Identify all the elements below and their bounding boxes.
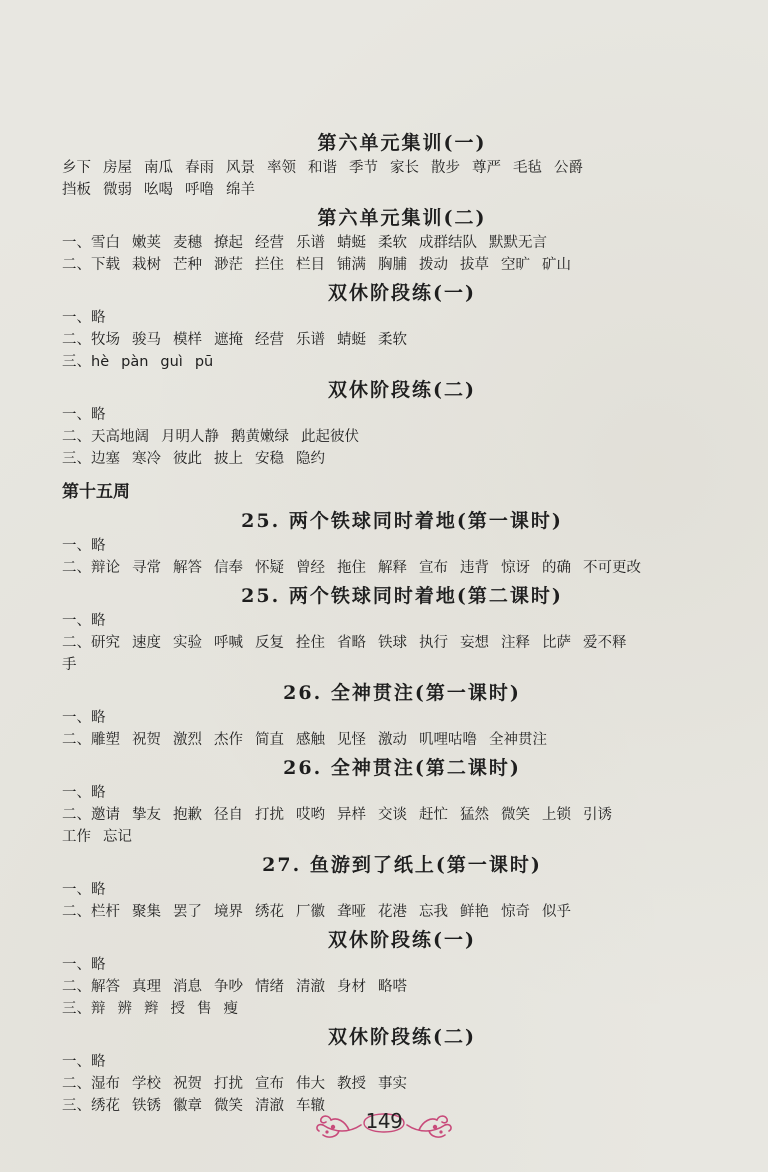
answer-word: 微弱 — [103, 182, 132, 198]
answer-word: 杰作 — [214, 732, 243, 748]
answer-word: 注释 — [501, 635, 530, 651]
answer-line — [62, 404, 742, 426]
answer-word: 事实 — [378, 1076, 407, 1092]
answer-word: 风景 — [226, 160, 255, 176]
answer-line — [62, 901, 742, 923]
answer-word: 瘦 — [223, 1001, 238, 1017]
answer-word: 曾经 — [296, 560, 325, 576]
question-number: 二、 — [62, 332, 91, 348]
question-number: 二、 — [62, 807, 91, 823]
answer-word: 反复 — [255, 635, 284, 651]
answer-word: 蜻蜓 — [337, 235, 366, 251]
answer-word: 略 — [91, 1054, 106, 1070]
answer-word: 成群结队 — [419, 235, 477, 251]
answer-word: 鹅黄嫩绿 — [231, 429, 289, 445]
answer-word: 辩 — [91, 1001, 106, 1017]
answer-word: 渺茫 — [214, 257, 243, 273]
answer-word: 消息 — [173, 979, 202, 995]
answer-word: 研究 — [91, 635, 120, 651]
answer-word: 清澈 — [296, 979, 325, 995]
answer-word: 忘我 — [419, 904, 448, 920]
answer-word: 花港 — [378, 904, 407, 920]
answer-word: 辫 — [144, 1001, 159, 1017]
answer-word: 略 — [91, 613, 106, 629]
answer-word: 栽树 — [132, 257, 161, 273]
answer-word: 拨动 — [419, 257, 448, 273]
question-number: 二、 — [62, 257, 91, 273]
section-heading: 25. 两个铁球同时着地(第一课时) — [241, 510, 563, 532]
question-number: 一、 — [62, 785, 91, 801]
answer-word: 工作 — [62, 829, 91, 845]
answer-word: 铁球 — [378, 635, 407, 651]
answer-word: 栏目 — [296, 257, 325, 273]
answer-word: 拦住 — [255, 257, 284, 273]
answer-word: 默默无言 — [489, 235, 547, 251]
answer-word: 芒种 — [173, 257, 202, 273]
answer-word: 妄想 — [460, 635, 489, 651]
answer-word: 毛毡 — [513, 160, 542, 176]
question-number: 一、 — [62, 407, 91, 423]
answer-word: 厂徽 — [296, 904, 325, 920]
answer-word: 打扰 — [255, 807, 284, 823]
question-number: 二、 — [62, 1076, 91, 1092]
answer-word: 惊奇 — [501, 904, 530, 920]
answer-word: 手 — [62, 657, 77, 673]
answer-word: 略 — [91, 407, 106, 423]
answer-word: 柔软 — [378, 235, 407, 251]
answer-line — [62, 976, 742, 998]
answer-word: 拖住 — [337, 560, 366, 576]
answer-word: 教授 — [337, 1076, 366, 1092]
answer-line — [62, 254, 742, 276]
answer-word: 柔软 — [378, 332, 407, 348]
answer-word: 爱不释 — [583, 635, 627, 651]
answer-line — [62, 232, 742, 254]
answer-word: 伟大 — [296, 1076, 325, 1092]
answer-word: 清澈 — [255, 1098, 284, 1114]
answer-word: 赶忙 — [419, 807, 448, 823]
answer-line — [62, 557, 742, 579]
question-number: 一、 — [62, 957, 91, 973]
answer-word: 激动 — [378, 732, 407, 748]
answer-word: 经营 — [255, 332, 284, 348]
answer-word: 彼此 — [173, 451, 202, 467]
answer-word: 拔草 — [460, 257, 489, 273]
answer-word: 微笑 — [214, 1098, 243, 1114]
answer-word: 乡下 — [62, 160, 91, 176]
answer-word: 上锁 — [542, 807, 571, 823]
answer-word: 哎哟 — [296, 807, 325, 823]
question-number: 二、 — [62, 429, 91, 445]
answer-word: 披上 — [214, 451, 243, 467]
answer-word: 激烈 — [173, 732, 202, 748]
question-number: 一、 — [62, 613, 91, 629]
question-number: 三、 — [62, 1001, 91, 1017]
answer-word: 信奉 — [214, 560, 243, 576]
answer-word: 实验 — [173, 635, 202, 651]
answer-word: 辨 — [117, 1001, 132, 1017]
answer-word: 麦穗 — [173, 235, 202, 251]
question-number: 一、 — [62, 1054, 91, 1070]
answer-line — [62, 535, 742, 557]
answer-word: 挚友 — [132, 807, 161, 823]
answer-word: 呼喊 — [214, 635, 243, 651]
answer-word: 径自 — [214, 807, 243, 823]
answer-line — [62, 351, 742, 373]
answer-word: 略 — [91, 310, 106, 326]
answer-word: 略 — [91, 785, 106, 801]
answer-word: 绵羊 — [226, 182, 255, 198]
answer-word: 经营 — [255, 235, 284, 251]
answer-word: 月明人静 — [161, 429, 219, 445]
answer-word: 挡板 — [62, 182, 91, 198]
answer-word: 聋哑 — [337, 904, 366, 920]
answer-line — [62, 179, 742, 201]
answer-word: 授 — [170, 1001, 185, 1017]
answer-word: 骏马 — [132, 332, 161, 348]
answer-word: 春雨 — [185, 160, 214, 176]
section-heading: 27. 鱼游到了纸上(第一课时) — [262, 854, 542, 876]
page-number: 149 — [365, 1109, 403, 1133]
answer-word: 叽哩咕噜 — [419, 732, 477, 748]
answer-word: 见怪 — [337, 732, 366, 748]
answer-word: 略嗒 — [378, 979, 407, 995]
answer-word: 身材 — [337, 979, 366, 995]
answer-word: 率领 — [267, 160, 296, 176]
answer-word: 模样 — [173, 332, 202, 348]
answer-line — [62, 729, 742, 751]
answer-word: 的确 — [542, 560, 571, 576]
answer-word: 天高地阔 — [91, 429, 149, 445]
question-number: 三、 — [62, 1098, 91, 1114]
question-number: 三、 — [62, 354, 91, 370]
answer-line — [62, 954, 742, 976]
answer-word: 略 — [91, 710, 106, 726]
answer-word: 空旷 — [501, 257, 530, 273]
answer-line — [62, 307, 742, 329]
answer-word: 湿布 — [91, 1076, 120, 1092]
page-footer — [0, 1103, 768, 1143]
answer-word: 徽章 — [173, 1098, 202, 1114]
answer-word: 吆喝 — [144, 182, 173, 198]
section-heading: 26. 全神贯注(第一课时) — [283, 682, 521, 704]
answer-word: 似乎 — [542, 904, 571, 920]
answer-word: 乐谱 — [296, 235, 325, 251]
section-heading: 双休阶段练(一) — [328, 929, 476, 951]
answer-word: 公爵 — [554, 160, 583, 176]
answer-word: 祝贺 — [132, 732, 161, 748]
answer-word: 雪白 — [91, 235, 120, 251]
answer-word: 车辙 — [296, 1098, 325, 1114]
question-number: 一、 — [62, 235, 91, 251]
answer-word: 略 — [91, 538, 106, 554]
question-number: 一、 — [62, 538, 91, 554]
answer-word: 呼噜 — [185, 182, 214, 198]
question-number: 一、 — [62, 310, 91, 326]
answer-word: 安稳 — [255, 451, 284, 467]
answer-word: 罢了 — [173, 904, 202, 920]
answer-word: 执行 — [419, 635, 448, 651]
answer-word: 鲜艳 — [460, 904, 489, 920]
answer-word: 铁锈 — [132, 1098, 161, 1114]
answer-word: 异样 — [337, 807, 366, 823]
answer-line — [62, 654, 742, 676]
answer-word: 速度 — [132, 635, 161, 651]
answer-word: 争吵 — [214, 979, 243, 995]
answer-word: 全神贯注 — [489, 732, 547, 748]
answer-word: 简直 — [255, 732, 284, 748]
question-number: 二、 — [62, 904, 91, 920]
answer-word: 栏杆 — [91, 904, 120, 920]
answer-word: 忘记 — [103, 829, 132, 845]
section-heading: 第六单元集训(二) — [317, 207, 487, 229]
answer-word: 感触 — [296, 732, 325, 748]
answer-line — [62, 1051, 742, 1073]
answer-line — [62, 426, 742, 448]
question-number: 二、 — [62, 979, 91, 995]
answer-word: 尊严 — [472, 160, 501, 176]
answer-word: 真理 — [132, 979, 161, 995]
page-number-ornament — [309, 1103, 459, 1143]
week-heading: 第十五周 — [62, 482, 130, 502]
section-heading: 第六单元集训(一) — [317, 132, 487, 154]
question-number: 二、 — [62, 560, 91, 576]
answer-word: 房屋 — [103, 160, 132, 176]
answer-word: 略 — [91, 957, 106, 973]
question-number: 二、 — [62, 635, 91, 651]
answer-word: 比萨 — [542, 635, 571, 651]
answer-word: 绣花 — [255, 904, 284, 920]
answer-word: 矿山 — [542, 257, 571, 273]
answer-word: 学校 — [132, 1076, 161, 1092]
answer-word: 略 — [91, 882, 106, 898]
answer-word: 此起彼伏 — [301, 429, 359, 445]
answer-word: 下载 — [91, 257, 120, 273]
section-heading: 25. 两个铁球同时着地(第二课时) — [241, 585, 563, 607]
answer-word: 猛然 — [460, 807, 489, 823]
answer-word: 辩论 — [91, 560, 120, 576]
answer-word: 解答 — [173, 560, 202, 576]
answer-word: 交谈 — [378, 807, 407, 823]
answer-word: 寒冷 — [132, 451, 161, 467]
question-number: 三、 — [62, 451, 91, 467]
answer-word: 邀请 — [91, 807, 120, 823]
answer-word: 蜻蜓 — [337, 332, 366, 348]
answer-line — [62, 610, 742, 632]
answer-line — [62, 998, 742, 1020]
answer-word: 聚集 — [132, 904, 161, 920]
pinyin-answer: pàn — [121, 354, 149, 370]
answer-word: 宣布 — [419, 560, 448, 576]
answer-word: 南瓜 — [144, 160, 173, 176]
section-heading: 26. 全神贯注(第二课时) — [283, 757, 521, 779]
answer-word: 撩起 — [214, 235, 243, 251]
answer-word: 乐谱 — [296, 332, 325, 348]
answer-word: 不可更改 — [583, 560, 641, 576]
answer-word: 解答 — [91, 979, 120, 995]
answer-word: 和谐 — [308, 160, 337, 176]
answer-line — [62, 448, 742, 470]
answer-word: 胸脯 — [378, 257, 407, 273]
question-number: 一、 — [62, 882, 91, 898]
question-number: 二、 — [62, 732, 91, 748]
answer-word: 违背 — [460, 560, 489, 576]
answer-word: 抱歉 — [173, 807, 202, 823]
answer-word: 境界 — [214, 904, 243, 920]
answer-word: 嫩荚 — [132, 235, 161, 251]
answer-line — [62, 1073, 742, 1095]
answer-word: 拴住 — [296, 635, 325, 651]
answer-word: 铺满 — [337, 257, 366, 273]
answer-word: 绣花 — [91, 1098, 120, 1114]
answer-line — [62, 707, 742, 729]
answer-word: 情绪 — [255, 979, 284, 995]
answer-line — [62, 329, 742, 351]
answer-word: 寻常 — [132, 560, 161, 576]
answer-line — [62, 879, 742, 901]
answer-word: 遮掩 — [214, 332, 243, 348]
answer-word: 引诱 — [583, 807, 612, 823]
answer-line — [62, 632, 742, 654]
answer-word: 牧场 — [91, 332, 120, 348]
answer-word: 雕塑 — [91, 732, 120, 748]
answer-content — [62, 126, 742, 1117]
pinyin-answer: guì — [160, 354, 183, 370]
section-heading: 双休阶段练(二) — [328, 1026, 476, 1048]
answer-line — [62, 826, 742, 848]
answer-word: 边塞 — [91, 451, 120, 467]
question-number: 一、 — [62, 710, 91, 726]
answer-line — [62, 804, 742, 826]
answer-word: 售 — [197, 1001, 212, 1017]
pinyin-answer: pū — [194, 354, 214, 370]
answer-word: 祝贺 — [173, 1076, 202, 1092]
section-heading: 双休阶段练(二) — [328, 379, 476, 401]
answer-word: 隐约 — [296, 451, 325, 467]
answer-word: 怀疑 — [255, 560, 284, 576]
answer-word: 宣布 — [255, 1076, 284, 1092]
answer-word: 解释 — [378, 560, 407, 576]
answer-word: 省略 — [337, 635, 366, 651]
answer-word: 微笑 — [501, 807, 530, 823]
pinyin-answer: hè — [91, 354, 110, 370]
answer-word: 打扰 — [214, 1076, 243, 1092]
answer-line — [62, 157, 742, 179]
section-heading: 双休阶段练(一) — [328, 282, 476, 304]
answer-word: 家长 — [390, 160, 419, 176]
answer-word: 散步 — [431, 160, 460, 176]
answer-word: 惊讶 — [501, 560, 530, 576]
answer-line — [62, 782, 742, 804]
answer-word: 季节 — [349, 160, 378, 176]
